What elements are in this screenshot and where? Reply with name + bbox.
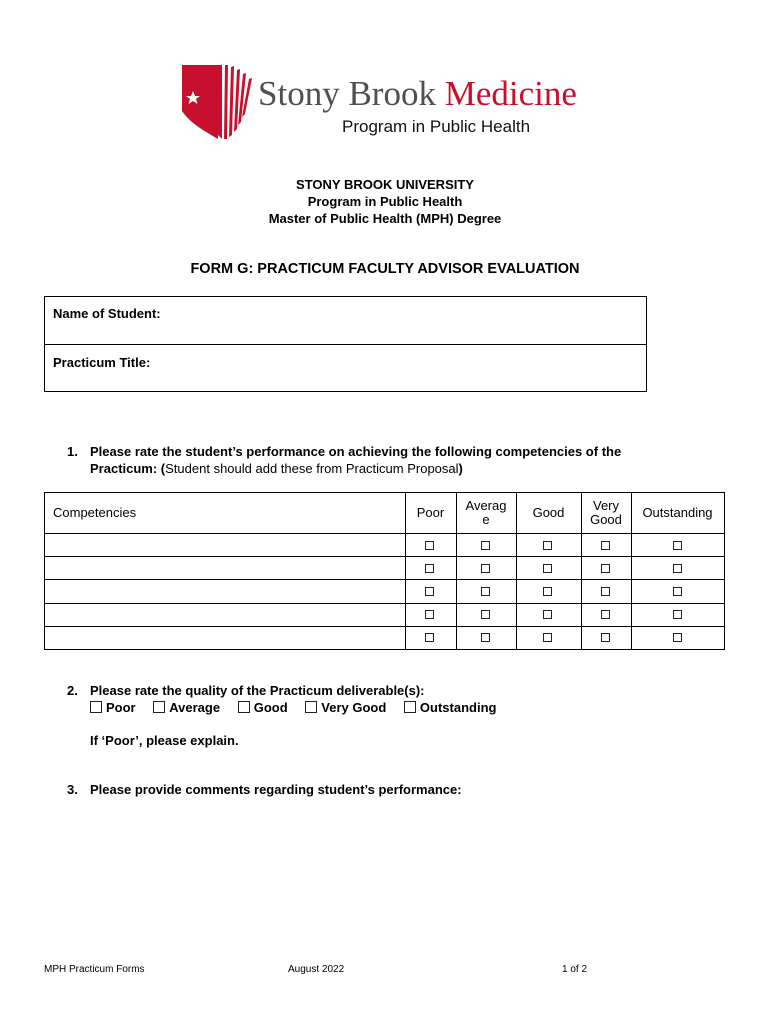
deliverable-rating-options [90, 700, 496, 715]
checkbox-very-good[interactable] [305, 701, 317, 713]
student-info-box [44, 296, 647, 392]
footer-date: August 2022 [288, 964, 345, 975]
sun-rays-icon [218, 65, 252, 139]
rating-checkbox[interactable] [673, 541, 682, 550]
question-2-text: Please rate the quality of the Practicum deliverable(s): [90, 683, 425, 698]
option-average[interactable]: Average [153, 700, 220, 715]
question-3 [0, 782, 770, 799]
question-3-text: Please provide comments regarding student’s performance: [90, 782, 462, 797]
rating-checkbox[interactable] [481, 541, 490, 550]
checkbox-good[interactable] [238, 701, 250, 713]
question-2-number: 2. [67, 683, 78, 698]
header-outstanding: Outstanding [642, 505, 713, 520]
practicum-title-field[interactable] [45, 345, 646, 393]
header-average: Averag e [465, 498, 507, 527]
rating-checkbox[interactable] [543, 541, 552, 550]
rating-checkbox[interactable] [673, 633, 682, 642]
competency-input-cell[interactable] [45, 579, 405, 602]
program-name: Program in Public Health [307, 194, 463, 209]
footer-page-number: 1 of 2 [562, 964, 588, 975]
rating-checkbox[interactable] [601, 587, 610, 596]
option-very-good[interactable]: Very Good [305, 700, 386, 715]
header-good: Good [532, 505, 565, 520]
footer-form-name: MPH Practicum Forms [44, 964, 145, 975]
question-1 [0, 444, 770, 461]
option-outstanding[interactable]: Outstanding [404, 700, 497, 715]
question-1-close-paren: ) [458, 461, 463, 476]
header-poor: Poor [416, 505, 445, 520]
rating-checkbox[interactable] [481, 610, 490, 619]
rating-checkbox[interactable] [425, 587, 434, 596]
logo-subtitle: Program in Public Health [342, 117, 531, 136]
rating-checkbox[interactable] [601, 541, 610, 550]
competency-input-cell[interactable] [45, 626, 405, 649]
stony-brook-medicine-logo [182, 62, 602, 142]
question-1-text: Please rate the student’s performance on achieving the following competencies of the [90, 444, 622, 459]
logo-wordmark [258, 74, 577, 114]
rating-checkbox[interactable] [601, 564, 610, 573]
question-1-number: 1. [67, 444, 78, 459]
rating-checkbox[interactable] [543, 633, 552, 642]
rating-checkbox[interactable] [601, 633, 610, 642]
rating-checkbox[interactable] [425, 541, 434, 550]
rating-checkbox[interactable] [543, 610, 552, 619]
question-1-practicum-label: Practicum: ( [90, 461, 166, 476]
competency-input-cell[interactable] [45, 603, 405, 626]
question-1-line-2 [90, 461, 463, 476]
question-3-number: 3. [67, 782, 78, 797]
rating-checkbox[interactable] [425, 610, 434, 619]
option-poor[interactable]: Poor [90, 700, 136, 715]
question-2 [0, 683, 770, 700]
checkbox-poor[interactable] [90, 701, 102, 713]
rating-checkbox[interactable] [481, 587, 490, 596]
rating-checkbox[interactable] [481, 564, 490, 573]
rating-checkbox[interactable] [601, 610, 610, 619]
rating-checkbox[interactable] [425, 564, 434, 573]
university-name: STONY BROOK UNIVERSITY [296, 177, 474, 192]
competency-input-cell[interactable] [45, 556, 405, 579]
rating-checkbox[interactable] [543, 564, 552, 573]
competency-table [44, 492, 725, 650]
checkbox-outstanding[interactable] [404, 701, 416, 713]
rating-checkbox[interactable] [673, 564, 682, 573]
header-very-good: Very Good [590, 498, 622, 527]
degree-name: Master of Public Health (MPH) Degree [268, 211, 502, 226]
question-2-follow-up: If ‘Poor’, please explain. [90, 733, 239, 748]
rating-checkbox[interactable] [481, 633, 490, 642]
logo-wordmark-medicine: Medicine [444, 74, 577, 113]
student-name-field[interactable] [45, 297, 646, 345]
practicum-title-label: Practicum Title: [53, 355, 151, 370]
rating-checkbox[interactable] [425, 633, 434, 642]
student-name-label: Name of Student: [53, 306, 161, 321]
logo-wordmark-stony-brook: Stony Brook [258, 74, 445, 113]
rating-checkbox[interactable] [673, 587, 682, 596]
header-competencies: Competencies [53, 505, 137, 520]
shield-icon [182, 65, 218, 139]
form-title: FORM G: PRACTICUM FACULTY ADVISOR EVALUATION [190, 261, 580, 277]
competency-input-cell[interactable] [45, 533, 405, 556]
rating-checkbox[interactable] [543, 587, 552, 596]
rating-checkbox[interactable] [673, 610, 682, 619]
question-1-instruction: Student should add these from Practicum Proposal [165, 461, 459, 476]
option-good[interactable]: Good [238, 700, 288, 715]
checkbox-average[interactable] [153, 701, 165, 713]
